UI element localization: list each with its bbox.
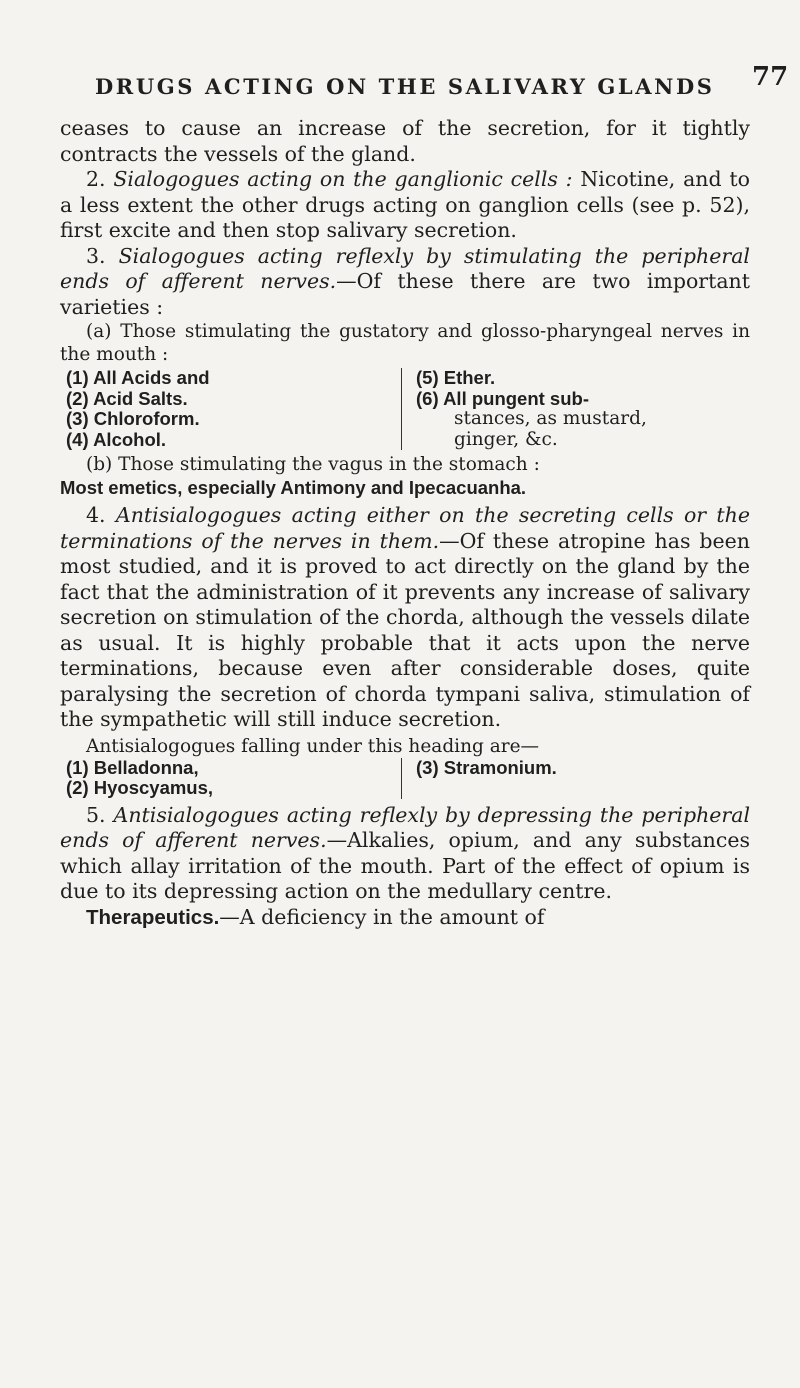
section-4-list [60,758,750,799]
list-item: (3) Stramonium. [416,756,557,778]
section-3a-left-list [60,368,401,450]
section-3-title: Sialogogues acting reflexly by stimulating the peripheral ends of afferent nerves. [60,243,750,293]
section-3b-label: (b) Those stimulating the vagus in the stomach : [86,454,540,475]
list-item: (3) Chloroform. [66,408,200,429]
section-5-title: Antisialogogues acting reflexly by depressing the peripheral ends of afferent nerves. [60,802,750,852]
section-5-heading [60,803,750,905]
list-item-spacer [416,778,746,799]
intro-paragraph: ceases to cause an increase of the secretion, for it tightly contracts the vessels of the gland. [60,116,750,166]
section-2-number: 2. [86,167,106,191]
list-item: (5) Ether. [416,367,496,388]
list-item: (4) Alcohol. [66,428,167,450]
section-4-heading [60,503,750,733]
section-5-number: 5. [86,802,106,827]
section-4-text: —Of these atropine has been most studied, and it is proved to act directly on the gland by the fact that the administration of it prevents any increase of salivary secretion on stimulation of the chorda, although the vessels dilate as usual. It is highly probable that it acts upon the nerve terminations, because even after considerable doses, quite paralysing the secretion of chorda tympani saliva, stimulation of the sympathetic will still induce secretion. [60,528,750,731]
section-5-text: —Alkalies, opium, and any substances which allay irritation of the mouth. Part of the effect of opium is due to its depressing action on the medullary centre. [60,828,751,903]
section-3-text: —Of these there are two important varieties : [60,269,750,319]
list-item: (6) All pungent sub- [416,387,589,409]
section-4-number: 4. [86,503,106,527]
section-4-list-label: Antisialogogues falling under this heading are— [86,735,540,757]
list-item: (2) Hyoscyamus, [66,777,214,798]
list-item-continuation: stances, as mustard, [454,408,647,429]
section-3a-right-list [401,368,746,450]
page-body [60,116,750,930]
section-4-left-list [60,758,401,799]
section-3-heading [60,244,750,321]
section-2-title: Sialogogues acting on the ganglionic cells : [113,167,573,191]
section-2-heading [60,167,750,244]
page-header [0,62,800,110]
running-head: DRUGS ACTING ON THE SALIVARY GLANDS [95,74,715,99]
list-item: (1) All Acids and [66,367,210,388]
section-3a-label: (a) Those stimulating the gustatory and glosso-pharyngeal nerves in the mouth : [60,321,750,365]
section-3b-text: Most emetics, especially Antimony and Ipecacuanha. [60,477,527,498]
therapeutics-text: —A deficiency in the amount of [219,904,545,929]
section-3a-list [60,368,750,450]
page-number: 77 [752,62,789,92]
list-item: (2) Acid Salts. [66,387,188,409]
section-4-title: Antisialogogues acting either on the secreting cells or the terminations of the nerves in them. [60,503,750,553]
section-3-number: 3. [86,243,106,268]
section-2-text: Nicotine, and to a less extent the other drugs acting on ganglion cells (see p. 52), first excite and then stop salivary secretion. [60,167,750,242]
therapeutics-paragraph [60,905,750,931]
list-item: (1) Belladonna, [66,756,199,778]
therapeutics-label: Therapeutics. [86,905,220,929]
list-item-continuation: ginger, &c. [454,428,558,450]
section-4-right-list [401,758,746,799]
